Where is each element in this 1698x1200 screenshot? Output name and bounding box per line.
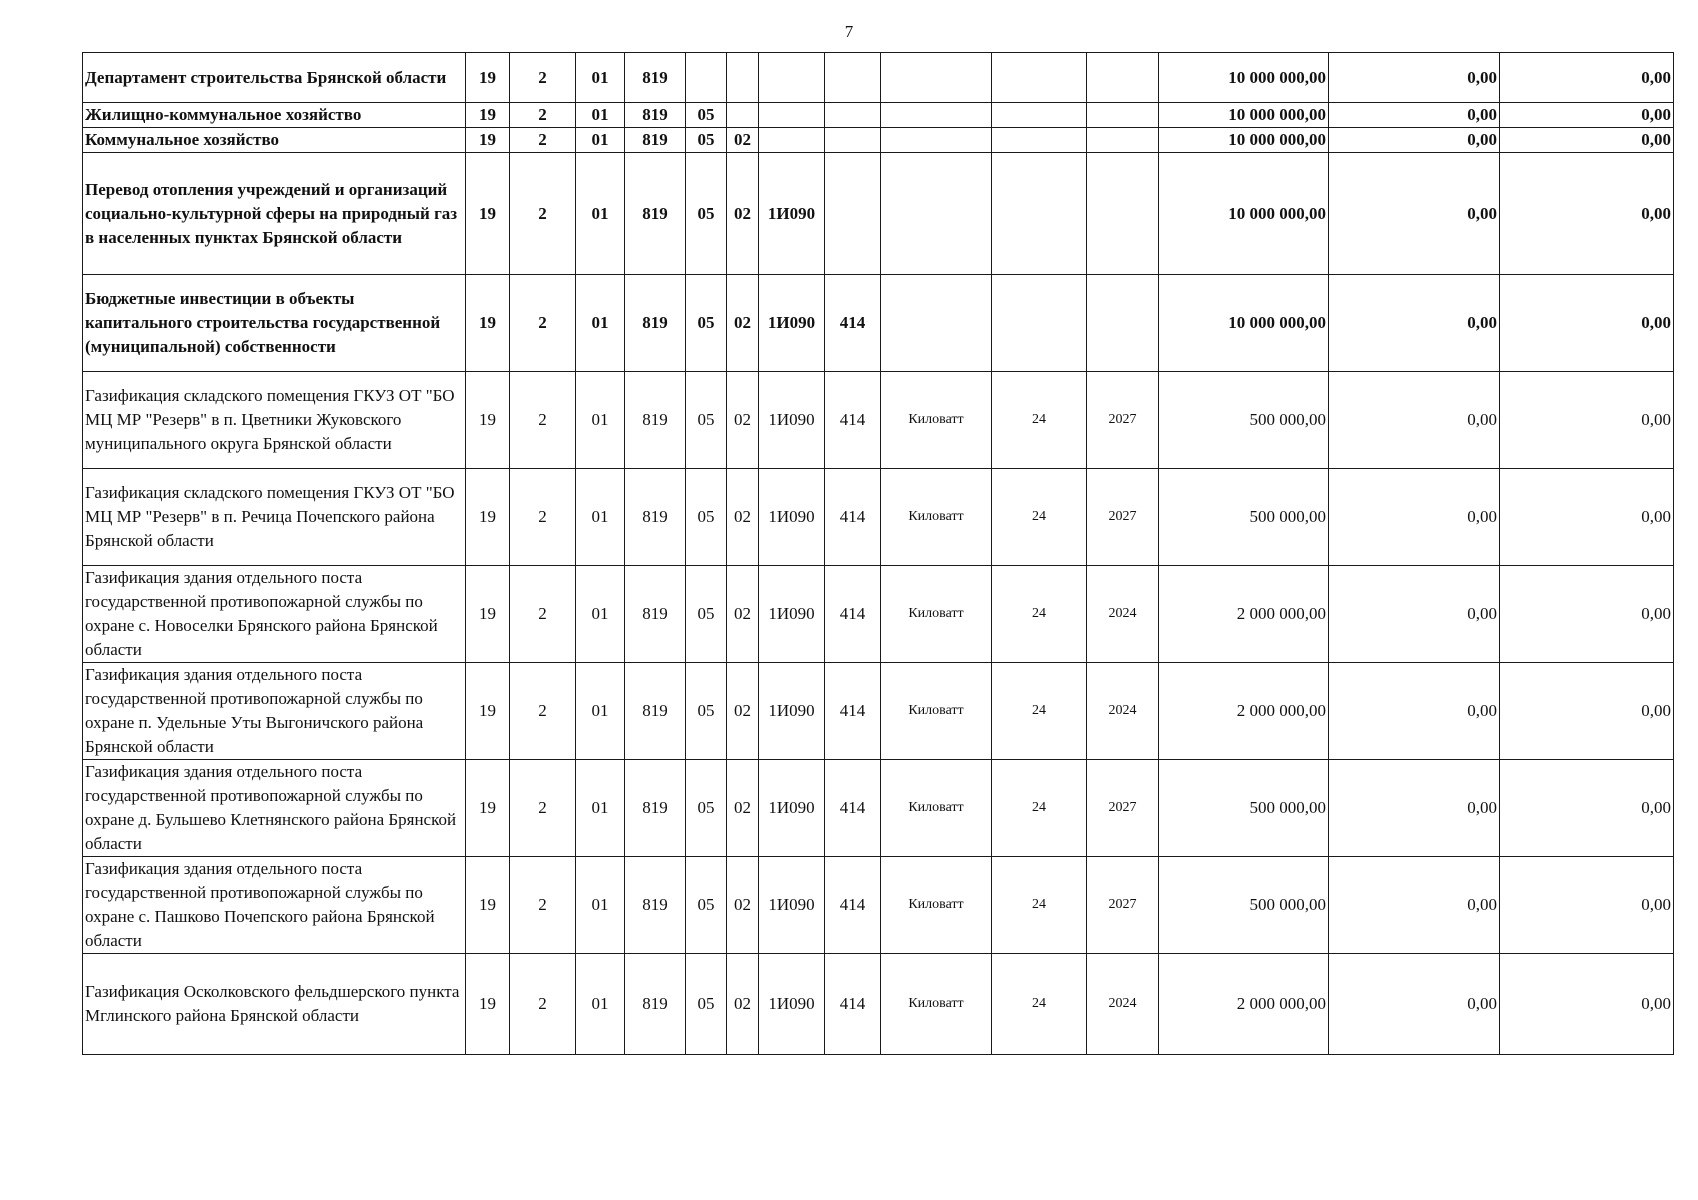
code-3: 01: [576, 566, 625, 663]
code-subsection: 02: [727, 275, 759, 372]
code-1: 19: [466, 857, 510, 954]
code-section: 05: [686, 663, 727, 760]
code-ministry: 819: [625, 103, 686, 128]
code-expense-type: 414: [825, 857, 881, 954]
capacity-cell: 24: [992, 954, 1087, 1055]
capacity-cell: [992, 153, 1087, 275]
row-name: Газификация складского помещения ГКУЗ ОТ "БО МЦ МР "Резерв" в п. Цветники Жуковского муниципального округа Брянской области: [83, 372, 466, 469]
code-1: 19: [466, 954, 510, 1055]
code-2: 2: [510, 954, 576, 1055]
amount-2: 0,00: [1329, 128, 1500, 153]
amount-1: 10 000 000,00: [1159, 128, 1329, 153]
unit-cell: [881, 128, 992, 153]
unit-cell: [881, 153, 992, 275]
code-target-article: 1И090: [759, 663, 825, 760]
year-cell: [1087, 275, 1159, 372]
row-name: Жилищно-коммунальное хозяйство: [83, 103, 466, 128]
row-name: Газификация складского помещения ГКУЗ ОТ "БО МЦ МР "Резерв" в п. Речица Почепского района Брянской области: [83, 469, 466, 566]
code-expense-type: 414: [825, 275, 881, 372]
amount-1: 10 000 000,00: [1159, 153, 1329, 275]
code-1: 19: [466, 275, 510, 372]
amount-2: 0,00: [1329, 372, 1500, 469]
code-1: 19: [466, 469, 510, 566]
code-2: 2: [510, 760, 576, 857]
code-subsection: 02: [727, 760, 759, 857]
amount-2: 0,00: [1329, 469, 1500, 566]
code-subsection: 02: [727, 857, 759, 954]
code-section: 05: [686, 760, 727, 857]
code-subsection: 02: [727, 153, 759, 275]
amount-2: 0,00: [1329, 566, 1500, 663]
table-row: [83, 153, 1674, 275]
amount-2: 0,00: [1329, 760, 1500, 857]
amount-2: 0,00: [1329, 53, 1500, 103]
code-section: 05: [686, 103, 727, 128]
code-3: 01: [576, 53, 625, 103]
code-2: 2: [510, 275, 576, 372]
capacity-cell: [992, 275, 1087, 372]
code-subsection: 02: [727, 954, 759, 1055]
code-2: 2: [510, 372, 576, 469]
code-expense-type: [825, 128, 881, 153]
code-subsection: [727, 103, 759, 128]
unit-cell: [881, 53, 992, 103]
code-expense-type: 414: [825, 372, 881, 469]
table-row: [83, 954, 1674, 1055]
capacity-cell: 24: [992, 857, 1087, 954]
unit-cell: Киловатт: [881, 372, 992, 469]
code-3: 01: [576, 128, 625, 153]
code-section: 05: [686, 566, 727, 663]
code-expense-type: 414: [825, 469, 881, 566]
code-1: 19: [466, 53, 510, 103]
amount-3: 0,00: [1500, 857, 1674, 954]
code-section: 05: [686, 954, 727, 1055]
code-target-article: 1И090: [759, 153, 825, 275]
code-1: 19: [466, 760, 510, 857]
code-section: 05: [686, 275, 727, 372]
code-subsection: 02: [727, 469, 759, 566]
code-3: 01: [576, 372, 625, 469]
code-expense-type: 414: [825, 566, 881, 663]
code-2: 2: [510, 566, 576, 663]
code-target-article: 1И090: [759, 275, 825, 372]
code-ministry: 819: [625, 760, 686, 857]
capacity-cell: [992, 103, 1087, 128]
row-name: Бюджетные инвестиции в объекты капитального строительства государственной (муниципальной) собственности: [83, 275, 466, 372]
code-expense-type: [825, 103, 881, 128]
amount-3: 0,00: [1500, 469, 1674, 566]
code-ministry: 819: [625, 153, 686, 275]
code-3: 01: [576, 153, 625, 275]
year-cell: 2024: [1087, 954, 1159, 1055]
code-subsection: 02: [727, 128, 759, 153]
unit-cell: Киловатт: [881, 566, 992, 663]
amount-2: 0,00: [1329, 857, 1500, 954]
row-name: Департамент строительства Брянской области: [83, 53, 466, 103]
code-3: 01: [576, 760, 625, 857]
table-row: [83, 372, 1674, 469]
code-target-article: 1И090: [759, 954, 825, 1055]
code-subsection: 02: [727, 566, 759, 663]
code-2: 2: [510, 53, 576, 103]
amount-1: 2 000 000,00: [1159, 663, 1329, 760]
code-target-article: 1И090: [759, 760, 825, 857]
table-row: [83, 566, 1674, 663]
capacity-cell: 24: [992, 663, 1087, 760]
amount-1: 500 000,00: [1159, 372, 1329, 469]
year-cell: [1087, 128, 1159, 153]
amount-1: 500 000,00: [1159, 857, 1329, 954]
amount-3: 0,00: [1500, 663, 1674, 760]
code-1: 19: [466, 372, 510, 469]
amount-3: 0,00: [1500, 153, 1674, 275]
code-2: 2: [510, 153, 576, 275]
capacity-cell: 24: [992, 760, 1087, 857]
code-expense-type: 414: [825, 954, 881, 1055]
amount-2: 0,00: [1329, 663, 1500, 760]
code-target-article: 1И090: [759, 469, 825, 566]
unit-cell: [881, 103, 992, 128]
amount-2: 0,00: [1329, 103, 1500, 128]
amount-3: 0,00: [1500, 128, 1674, 153]
amount-3: 0,00: [1500, 53, 1674, 103]
code-ministry: 819: [625, 954, 686, 1055]
amount-1: 10 000 000,00: [1159, 53, 1329, 103]
page-number: 7: [844, 22, 854, 41]
code-1: 19: [466, 103, 510, 128]
code-3: 01: [576, 469, 625, 566]
code-expense-type: [825, 153, 881, 275]
table-row: [83, 857, 1674, 954]
code-1: 19: [466, 566, 510, 663]
code-section: 05: [686, 372, 727, 469]
unit-cell: Киловатт: [881, 760, 992, 857]
table-row: [83, 663, 1674, 760]
code-section: 05: [686, 469, 727, 566]
capacity-cell: 24: [992, 469, 1087, 566]
table-row: [83, 760, 1674, 857]
code-ministry: 819: [625, 128, 686, 153]
code-expense-type: [825, 53, 881, 103]
row-name: Газификация здания отдельного поста государственной противопожарной службы по охране с. Новоселки Брянского района Брянской области: [83, 566, 466, 663]
amount-1: 2 000 000,00: [1159, 954, 1329, 1055]
code-3: 01: [576, 275, 625, 372]
table-row: [83, 128, 1674, 153]
code-2: 2: [510, 857, 576, 954]
code-2: 2: [510, 103, 576, 128]
amount-1: 500 000,00: [1159, 760, 1329, 857]
year-cell: 2027: [1087, 857, 1159, 954]
amount-3: 0,00: [1500, 372, 1674, 469]
code-2: 2: [510, 128, 576, 153]
table-row: [83, 275, 1674, 372]
code-ministry: 819: [625, 663, 686, 760]
row-name: Газификация здания отдельного поста государственной противопожарной службы по охране д. Бульшево Клетнянского района Брянской области: [83, 760, 466, 857]
code-1: 19: [466, 128, 510, 153]
code-1: 19: [466, 663, 510, 760]
code-expense-type: 414: [825, 663, 881, 760]
code-ministry: 819: [625, 372, 686, 469]
code-ministry: 819: [625, 469, 686, 566]
code-target-article: 1И090: [759, 566, 825, 663]
code-expense-type: 414: [825, 760, 881, 857]
code-2: 2: [510, 663, 576, 760]
amount-3: 0,00: [1500, 566, 1674, 663]
year-cell: 2027: [1087, 469, 1159, 566]
year-cell: [1087, 153, 1159, 275]
year-cell: 2024: [1087, 566, 1159, 663]
row-name: Коммунальное хозяйство: [83, 128, 466, 153]
amount-1: 2 000 000,00: [1159, 566, 1329, 663]
amount-3: 0,00: [1500, 103, 1674, 128]
row-name: Газификация здания отдельного поста государственной противопожарной службы по охране с. Пашково Почепского района Брянской области: [83, 857, 466, 954]
amount-2: 0,00: [1329, 153, 1500, 275]
unit-cell: Киловатт: [881, 954, 992, 1055]
code-subsection: 02: [727, 372, 759, 469]
amount-3: 0,00: [1500, 954, 1674, 1055]
year-cell: [1087, 53, 1159, 103]
year-cell: 2024: [1087, 663, 1159, 760]
amount-3: 0,00: [1500, 760, 1674, 857]
table-row: [83, 103, 1674, 128]
code-target-article: [759, 103, 825, 128]
unit-cell: Киловатт: [881, 857, 992, 954]
code-target-article: 1И090: [759, 372, 825, 469]
code-ministry: 819: [625, 566, 686, 663]
amount-2: 0,00: [1329, 275, 1500, 372]
amount-1: 10 000 000,00: [1159, 103, 1329, 128]
code-ministry: 819: [625, 275, 686, 372]
year-cell: 2027: [1087, 760, 1159, 857]
code-3: 01: [576, 857, 625, 954]
code-ministry: 819: [625, 53, 686, 103]
code-ministry: 819: [625, 857, 686, 954]
code-3: 01: [576, 663, 625, 760]
unit-cell: Киловатт: [881, 469, 992, 566]
code-3: 01: [576, 954, 625, 1055]
amount-1: 500 000,00: [1159, 469, 1329, 566]
row-name: Газификация здания отдельного поста государственной противопожарной службы по охране п. Удельные Уты Выгоничского района Брянской области: [83, 663, 466, 760]
code-1: 19: [466, 153, 510, 275]
amount-2: 0,00: [1329, 954, 1500, 1055]
table-row: [83, 469, 1674, 566]
capacity-cell: [992, 128, 1087, 153]
capacity-cell: 24: [992, 372, 1087, 469]
row-name: Газификация Осколковского фельдшерского пункта Мглинского района Брянской области: [83, 954, 466, 1055]
unit-cell: [881, 275, 992, 372]
year-cell: [1087, 103, 1159, 128]
budget-table: [82, 52, 1674, 1055]
capacity-cell: [992, 53, 1087, 103]
year-cell: 2027: [1087, 372, 1159, 469]
code-target-article: [759, 128, 825, 153]
capacity-cell: 24: [992, 566, 1087, 663]
code-subsection: 02: [727, 663, 759, 760]
amount-1: 10 000 000,00: [1159, 275, 1329, 372]
code-section: 05: [686, 857, 727, 954]
code-section: [686, 53, 727, 103]
unit-cell: Киловатт: [881, 663, 992, 760]
code-subsection: [727, 53, 759, 103]
code-3: 01: [576, 103, 625, 128]
table-row: [83, 53, 1674, 103]
code-target-article: [759, 53, 825, 103]
code-target-article: 1И090: [759, 857, 825, 954]
code-2: 2: [510, 469, 576, 566]
code-section: 05: [686, 128, 727, 153]
amount-3: 0,00: [1500, 275, 1674, 372]
code-section: 05: [686, 153, 727, 275]
row-name: Перевод отопления учреждений и организаций социально-культурной сферы на природный газ в населенных пунктах Брянской области: [83, 153, 466, 275]
